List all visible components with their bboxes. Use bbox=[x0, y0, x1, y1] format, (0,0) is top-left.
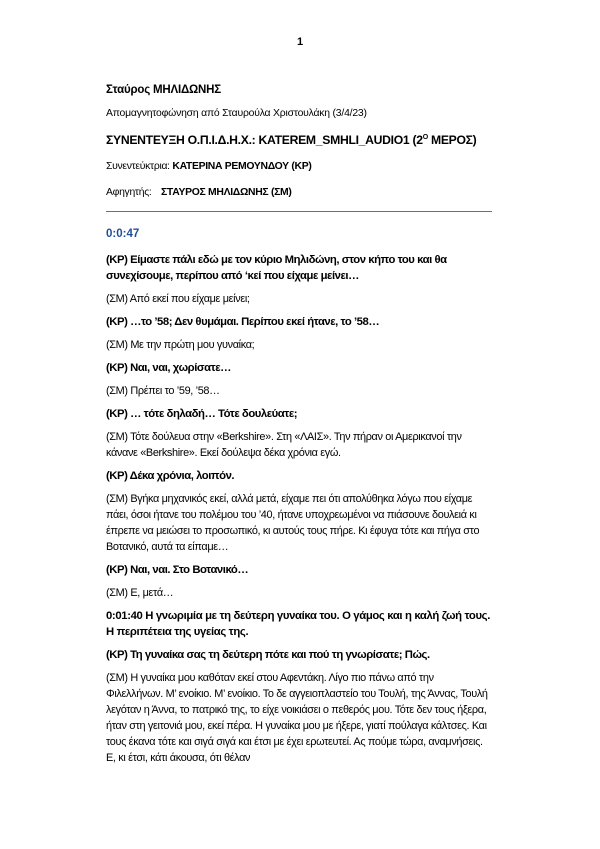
narrator-answer: (ΣΜ) Βγήκα μηχανικός εκεί, αλλά μετά, είχαμε πει ότι απολύθηκα λόγω που είχαμε πάει, όσοι ήτανε του πολέμου του ’40, ήτανε υποχρεωμένοι να πιάσουνε δουλειά κι έπρεπε να μειώσει το προσωπικό, κι αυτούς τους πήρε. Κι έφυγα τότε και πήγα στο Βοτανικό, αυτά τα είπαμε… bbox=[106, 493, 480, 553]
narrator-line bbox=[106, 184, 492, 201]
interviewer-question: (ΚΡ) Τη γυναίκα σας τη δεύτερη πότε και πού τη γνωρίσατε; Πώς. bbox=[106, 649, 430, 661]
interviewer-label: Συνεντεύκτρια: bbox=[106, 161, 170, 172]
narrator-answer: (ΣΜ) Από εκεί που είχαμε μείνει; bbox=[106, 293, 250, 305]
interviewer-line bbox=[106, 158, 492, 175]
interviewer-question: (ΚΡ) Ναι, ναι, χωρίσατε… bbox=[106, 362, 232, 374]
interviewer-question: (ΚΡ) …το ’58; Δεν θυμάμαι. Περίπου εκεί ήτανε, το ’58… bbox=[106, 316, 380, 328]
header-separator bbox=[106, 211, 492, 212]
interviewer-value: ΚΑΤΕΡΙΝΑ ΡΕΜΟΥΝΔΟΥ (ΚΡ) bbox=[172, 161, 312, 172]
narrator-answer: (ΣΜ) Με την πρώτη μου γυναίκα; bbox=[106, 339, 255, 351]
interviewer-question: (ΚΡ) … τότε δηλαδή… Τότε δουλεύατε; bbox=[106, 408, 298, 420]
narrator-answer: (ΣΜ) Ε, μετά… bbox=[106, 587, 174, 599]
narrator-name: Σταύρος ΜΗΛΙΔΩΝΗΣ bbox=[106, 84, 221, 96]
narrator-answer: (ΣΜ) Πρέπει το ’59, ’58… bbox=[106, 385, 220, 397]
narrator-label: Αφηγητής: bbox=[106, 187, 152, 198]
interviewer-question: (ΚΡ) Δέκα χρόνια, λοιπόν. bbox=[106, 470, 235, 482]
transcript-paragraphs bbox=[106, 252, 492, 766]
narrator-answer: (ΣΜ) Η γυναίκα μου καθόταν εκεί στου Αφεντάκη. Λίγο πιο πάνω από την Φιλελλήνων. Μ’ ενοίκιο. Μ’ ενοίκιο. Το δε αγγειοπλαστείο του Τουλή, της Άννας, Τουλή λεγόταν η Άννα, το πατρικό της, το είχε νοικιάσει ο πεθερός μου. Τότε δεν τους ήξερα, ήταν στη γειτονιά μου, εκεί πέρα. Η γυναίκα μου με ήξερε, γιατί πούλαγα κάλτσες. Και τους έκανα τότε και σιγά σιγά και έτσι με έχει ερωτευτεί. Ας πούμε τώρα, αναμνήσεις. Ε, κι έτσι, κάτι άκουσα, ότι θέλαν bbox=[106, 672, 488, 764]
interview-title bbox=[106, 129, 492, 149]
interview-title-main: ΣΥΝΕΝΤΕΥΞΗ Ο.Π.Ι.Δ.Η.Χ.: KATEREM_SMHLI_AUDIO1 (2 bbox=[106, 133, 423, 147]
document-body bbox=[106, 82, 492, 773]
transcription-credit: Απομαγνητοφώνηση από Σταυρούλα Χριστουλάκη (3/4/23) bbox=[106, 108, 367, 119]
page-number: 1 bbox=[296, 36, 304, 48]
interview-title-superscript: Ο bbox=[422, 134, 428, 141]
interview-title-end: ΜΕΡΟΣ) bbox=[427, 133, 477, 147]
timestamp: 0:0:47 bbox=[106, 228, 140, 240]
interviewer-question: (ΚΡ) Είμαστε πάλι εδώ με τον κύριο Μηλιδώνη, στον κήπο του και θα συνεχίσουμε, περίπου από ‘κεί που είχαμε μείνει… bbox=[106, 254, 447, 282]
interviewer-question: (ΚΡ) Ναι, ναι. Στο Βοτανικό… bbox=[106, 564, 249, 576]
narrator-answer: (ΣΜ) Τότε δούλευα στην «Berkshire». Στη «ΛΑΙΣ». Την πήραν οι Αμερικανοί την κάνανε «Berkshire». Εκεί δούλεψα δέκα χρόνια εγώ. bbox=[106, 431, 462, 459]
section-summary: 0:01:40 Η γνωριμία με τη δεύτερη γυναίκα του. Ο γάμος και η καλή ζωή τους. Η περιπέτεια της υγείας της. bbox=[106, 610, 490, 638]
narrator-value: ΣΤΑΥΡΟΣ ΜΗΛΙΔΩΝΗΣ (ΣΜ) bbox=[161, 187, 292, 198]
